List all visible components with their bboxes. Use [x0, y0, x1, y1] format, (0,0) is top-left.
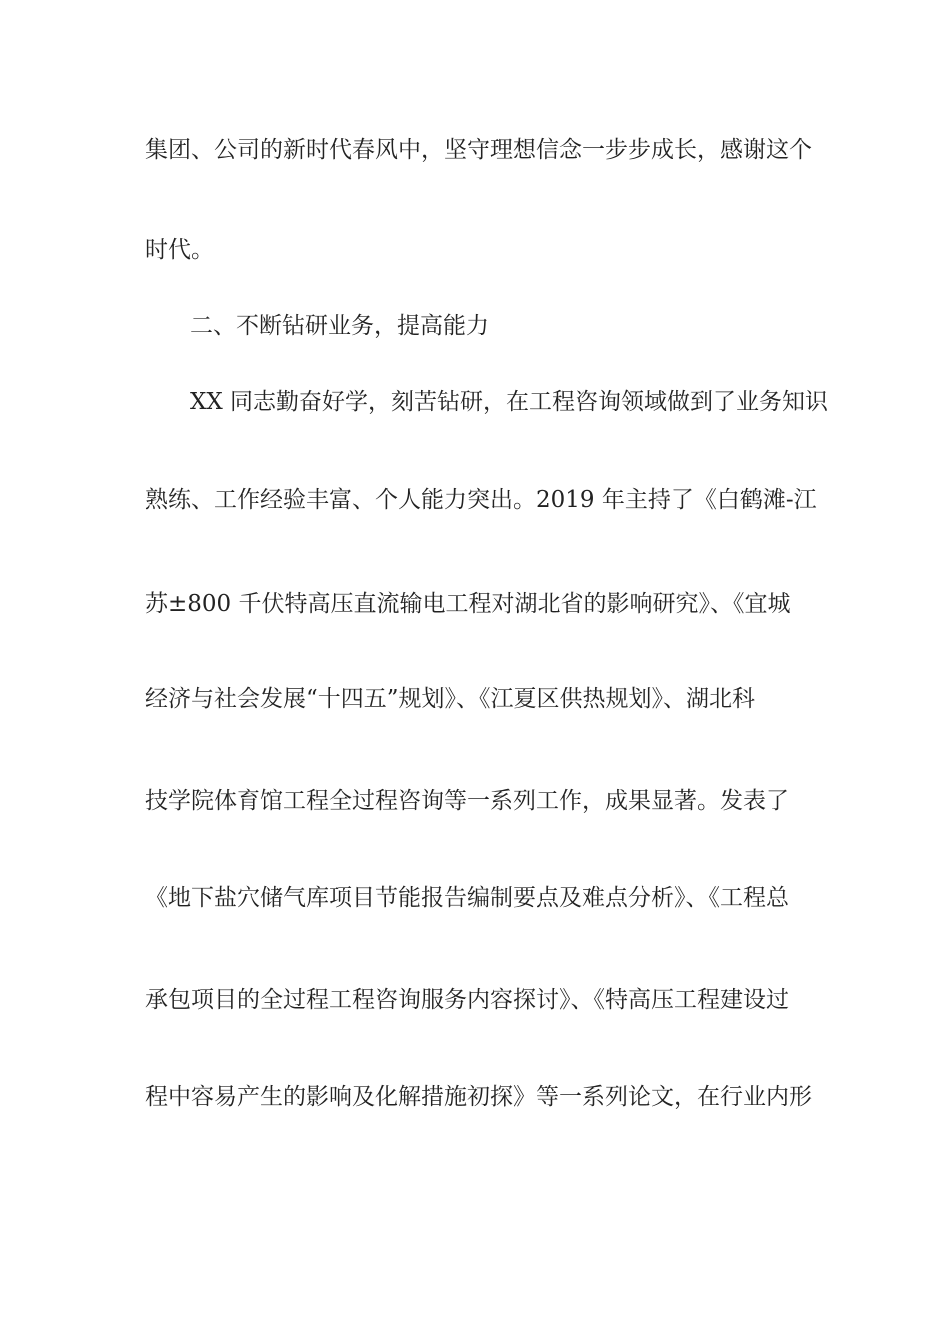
paragraph-line: 《地下盐穴储气库项目节能报告编制要点及难点分析》、《工程总 — [145, 885, 789, 911]
paragraph-line: XX 同志勤奋好学，刻苦钻研，在工程咨询领域做到了业务知识 — [190, 389, 829, 415]
section-heading: 二、不断钻研业务，提高能力 — [190, 313, 489, 339]
paragraph-line: 苏±800 千伏特高压直流输电工程对湖北省的影响研究》、《宜城 — [145, 591, 791, 617]
paragraph-line: 承包项目的全过程工程咨询服务内容探讨》、《特高压工程建设过 — [145, 987, 789, 1013]
paragraph-line: 程中容易产生的影响及化解措施初探》等一系列论文，在行业内形 — [145, 1084, 812, 1110]
paragraph-line: 经济与社会发展“十四五”规划》、《江夏区供热规划》、湖北科 — [145, 686, 756, 712]
paragraph-line: 技学院体育馆工程全过程咨询等一系列工作，成果显著。发表了 — [145, 788, 789, 814]
paragraph-line: 集团、公司的新时代春风中，坚守理想信念一步步成长，感谢这个 — [145, 137, 812, 163]
paragraph-line: 时代。 — [145, 237, 214, 263]
paragraph-line: 熟练、工作经验丰富、个人能力突出。2019 年主持了《白鹤滩-江 — [145, 487, 817, 513]
